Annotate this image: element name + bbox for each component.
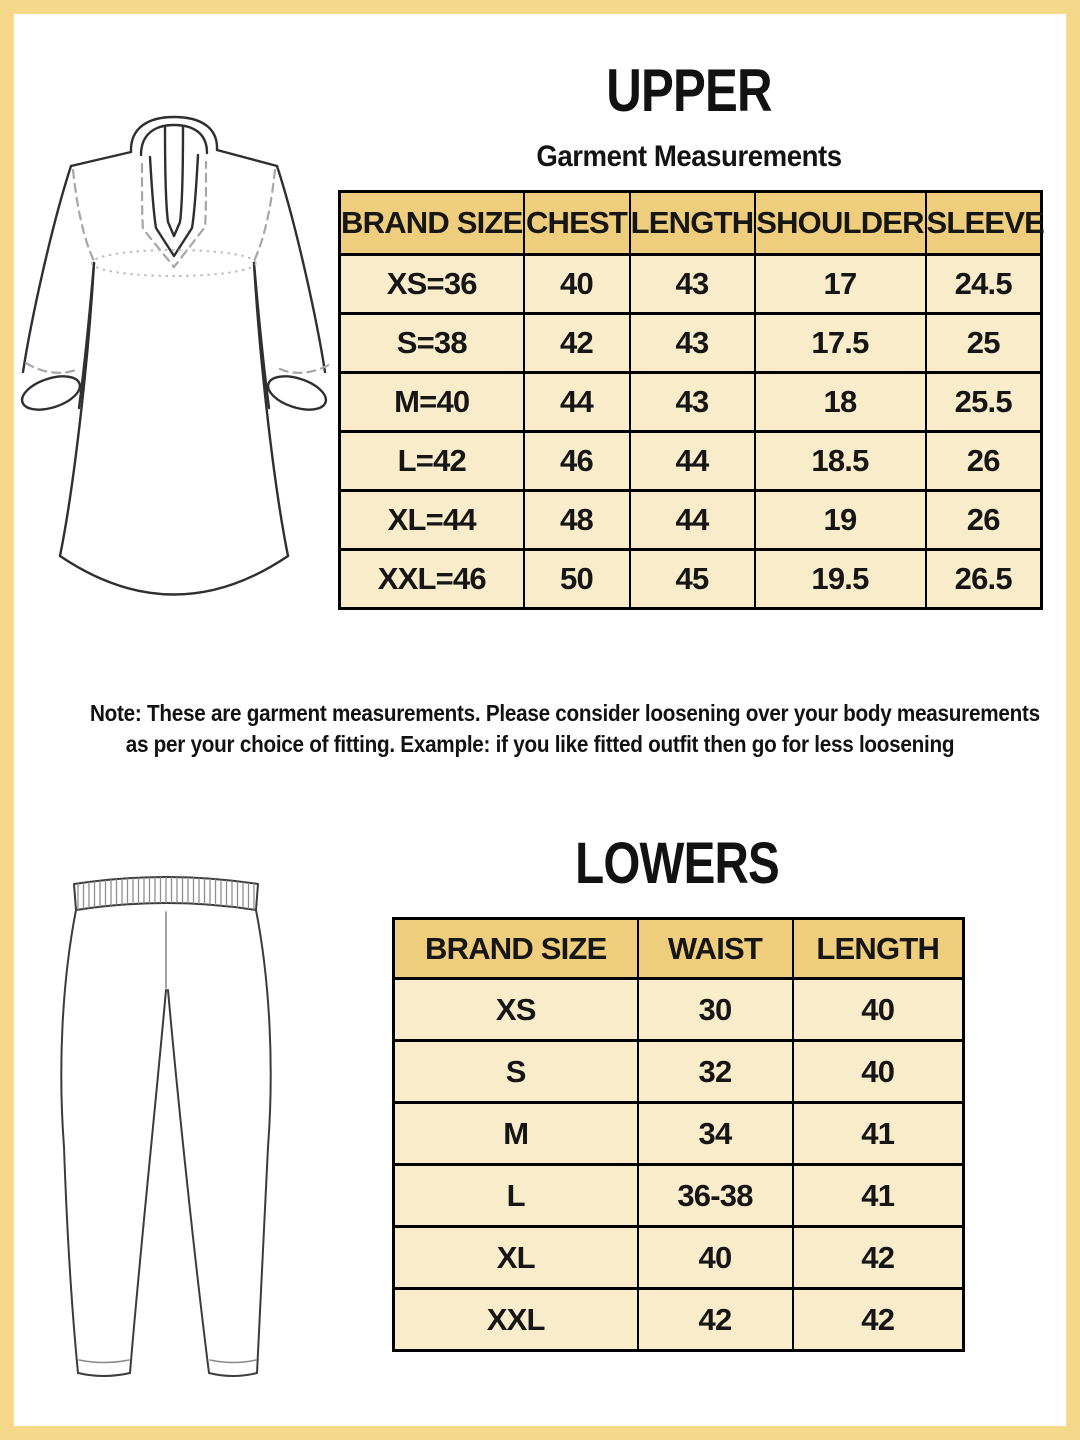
table-cell: 43	[630, 255, 755, 314]
table-cell: 18	[755, 373, 926, 432]
table-cell: 42	[793, 1227, 964, 1289]
leggings-solid-outline	[61, 868, 270, 1376]
table-cell: 44	[630, 432, 755, 491]
table-cell: 43	[630, 373, 755, 432]
table-row	[340, 255, 1042, 314]
col-header-length: LENGTH	[630, 192, 755, 255]
table-cell: 40	[638, 1227, 793, 1289]
table-cell: 41	[793, 1165, 964, 1227]
upper-section-title: UPPER	[606, 57, 772, 124]
table-row	[340, 550, 1042, 609]
table-cell: 42	[793, 1289, 964, 1351]
table-cell: 48	[524, 491, 630, 550]
note-line-1: Note: These are garment measurements. Please consider loosening over your body measurements	[90, 700, 1040, 726]
upper-table-header-row	[340, 192, 1042, 255]
table-cell: 40	[524, 255, 630, 314]
table-cell: 32	[638, 1041, 793, 1103]
lowers-section-title: LOWERS	[575, 831, 779, 896]
table-cell: 41	[793, 1103, 964, 1165]
row-size-cell: XS	[394, 979, 638, 1041]
table-row	[394, 1289, 964, 1351]
lowers-size-table	[392, 917, 965, 1352]
table-cell: 26	[926, 432, 1042, 491]
col-header-chest: CHEST	[524, 192, 630, 255]
table-cell: 26.5	[926, 550, 1042, 609]
table-row	[394, 1041, 964, 1103]
table-row	[340, 491, 1042, 550]
note-line-2: as per your choice of fitting. Example: if you like fitted outfit then go for less loosening	[125, 731, 955, 757]
table-cell: 25.5	[926, 373, 1042, 432]
table-cell: 36-38	[638, 1165, 793, 1227]
table-cell: 50	[524, 550, 630, 609]
table-row	[394, 1165, 964, 1227]
row-size-cell: L=42	[340, 432, 524, 491]
table-cell: 40	[793, 1041, 964, 1103]
row-size-cell: XS=36	[340, 255, 524, 314]
row-size-cell: XXL=46	[340, 550, 524, 609]
kurta-solid-outline	[18, 117, 330, 595]
upper-size-table	[338, 190, 1043, 610]
table-cell: 26	[926, 491, 1042, 550]
table-cell: 18.5	[755, 432, 926, 491]
col-header-sleeve: SLEEVE	[926, 192, 1042, 255]
table-cell: 19	[755, 491, 926, 550]
table-cell: 17	[755, 255, 926, 314]
table-cell: 43	[630, 314, 755, 373]
row-size-cell: M=40	[340, 373, 524, 432]
table-cell: 34	[638, 1103, 793, 1165]
table-cell: 46	[524, 432, 630, 491]
kurta-line-art-icon	[14, 112, 344, 642]
col-header-brand-size: BRAND SIZE	[394, 919, 638, 979]
upper-section-subtitle: Garment Measurements	[536, 140, 842, 173]
table-cell: 30	[638, 979, 793, 1041]
table-cell: 44	[630, 491, 755, 550]
col-header-shoulder: SHOULDER	[755, 192, 926, 255]
row-size-cell: S	[394, 1041, 638, 1103]
table-cell: 19.5	[755, 550, 926, 609]
col-header-brand-size: BRAND SIZE	[340, 192, 524, 255]
table-row	[340, 373, 1042, 432]
table-cell: 40	[793, 979, 964, 1041]
table-cell: 45	[630, 550, 755, 609]
table-row	[394, 979, 964, 1041]
row-size-cell: XL	[394, 1227, 638, 1289]
row-size-cell: S=38	[340, 314, 524, 373]
table-cell: 44	[524, 373, 630, 432]
leggings-line-art-icon	[50, 862, 330, 1422]
measurement-note	[90, 698, 1040, 760]
table-row	[340, 314, 1042, 373]
col-header-length: LENGTH	[793, 919, 964, 979]
table-cell: 25	[926, 314, 1042, 373]
table-cell: 24.5	[926, 255, 1042, 314]
lowers-table-header-row	[394, 919, 964, 979]
table-row	[340, 432, 1042, 491]
table-row	[394, 1103, 964, 1165]
row-size-cell: L	[394, 1165, 638, 1227]
table-cell: 17.5	[755, 314, 926, 373]
row-size-cell: XXL	[394, 1289, 638, 1351]
table-row	[394, 1227, 964, 1289]
table-cell: 42	[524, 314, 630, 373]
row-size-cell: XL=44	[340, 491, 524, 550]
col-header-waist: WAIST	[638, 919, 793, 979]
table-cell: 42	[638, 1289, 793, 1351]
row-size-cell: M	[394, 1103, 638, 1165]
